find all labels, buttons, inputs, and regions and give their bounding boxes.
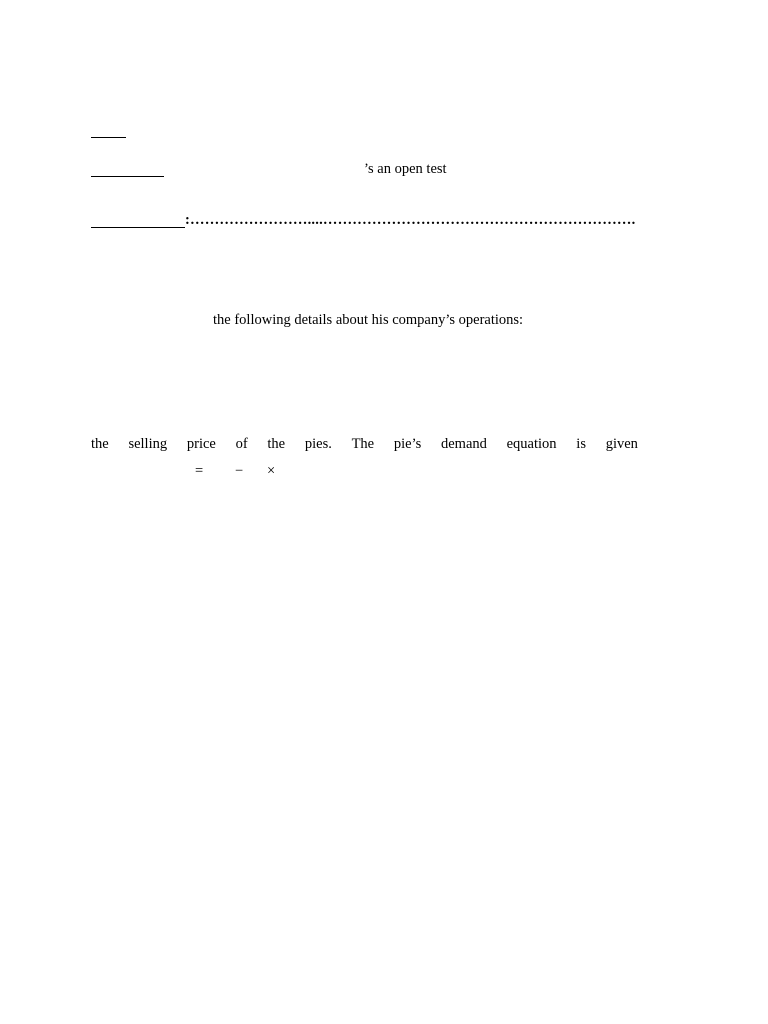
paragraph-word: pies. — [304, 436, 332, 452]
paragraph-word: selling — [128, 436, 168, 452]
minus-sign: − — [235, 463, 244, 479]
paragraph-word: equation — [506, 436, 557, 452]
open-test-text: ’s an open test — [364, 161, 447, 177]
paragraph-word: price — [186, 436, 216, 452]
paragraph-word: The — [351, 436, 375, 452]
paragraph-word: demand — [440, 436, 487, 452]
paragraph-word: is — [576, 436, 586, 452]
paragraph-word: the — [91, 436, 109, 452]
paragraph-line — [91, 435, 638, 453]
times-sign: × — [267, 463, 276, 479]
intro-text: the following details about his company’s operations: — [213, 312, 524, 328]
equals-sign: = — [195, 463, 204, 479]
blank-rule-1 — [91, 137, 126, 138]
dotted-leader: ……………………....………………………………………………………. — [190, 212, 636, 228]
blank-rule-2 — [91, 176, 164, 177]
paragraph-word: the — [267, 436, 286, 452]
paragraph-word: pie’s — [393, 436, 422, 452]
blank-rule-3 — [91, 227, 185, 228]
paragraph-word: of — [235, 436, 248, 452]
colon-mark: : — [185, 212, 191, 228]
paragraph-word: given — [605, 436, 638, 452]
